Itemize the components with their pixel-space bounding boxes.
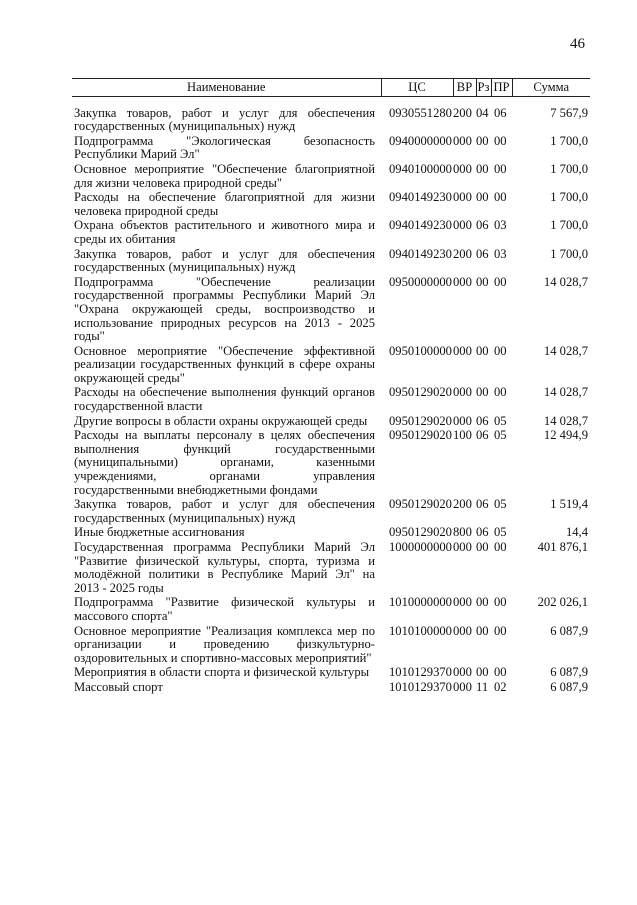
cell-vr: 200 <box>453 246 472 261</box>
cell-cs: 0940100000 <box>389 161 452 176</box>
cell-cs: 0940000000 <box>389 133 452 148</box>
table-row <box>72 498 590 526</box>
cell-rz: 00 <box>476 595 489 610</box>
cell-pr: 00 <box>494 161 507 176</box>
cell-cs: 1010129370 <box>389 679 452 694</box>
cell-rz: 00 <box>476 623 489 638</box>
cell-name: Расходы на выплаты персоналу в целях обеспечения выполнения функций государственными (муниципальными) органами, казенными учреждениями, органами управления государственными внебюджетными фондами <box>74 428 375 497</box>
cell-name: Массовый спорт <box>74 679 163 694</box>
table-row <box>72 415 590 430</box>
cell-name: Подпрограмма "Развитие физической культуры и массового спорта" <box>74 595 375 623</box>
cell-name: Государственная программа Республики Марий Эл "Развитие физической культуры, спорта, туризма и молодёжной политики в Республике Марий Эл" на 2013 - 2025 годы <box>74 540 375 595</box>
cell-vr: 800 <box>453 525 472 540</box>
header-name: Наименование <box>72 79 381 97</box>
cell-pr: 02 <box>494 679 507 694</box>
cell-vr: 000 <box>453 540 472 554</box>
cell-sum: 1 519,4 <box>550 497 588 512</box>
table-row <box>72 191 590 219</box>
cell-rz: 06 <box>476 218 489 233</box>
cell-rz: 00 <box>476 161 489 176</box>
cell-vr: 100 <box>453 428 472 443</box>
cell-sum: 14 028,7 <box>543 385 588 400</box>
cell-rz: 00 <box>476 343 489 358</box>
cell-pr: 00 <box>494 595 507 610</box>
cell-name: Основное мероприятие "Обеспечение благоприятной для жизни человека природной среды" <box>74 161 375 190</box>
cell-vr: 000 <box>453 679 472 694</box>
cell-cs: 0940149230 <box>389 218 452 233</box>
cell-cs: 0950129020 <box>389 428 452 443</box>
cell-rz: 00 <box>476 540 489 554</box>
table-row <box>72 345 590 387</box>
header-rz: Рз <box>476 79 491 97</box>
cell-cs: 0940149230 <box>389 246 452 261</box>
cell-sum: 7 567,9 <box>550 105 588 120</box>
cell-sum: 1 700,0 <box>550 161 588 176</box>
cell-pr: 03 <box>494 246 507 261</box>
cell-vr: 000 <box>453 218 472 233</box>
cell-pr: 00 <box>494 385 507 400</box>
header-vr: ВР <box>453 79 476 97</box>
cell-vr: 000 <box>453 161 472 176</box>
cell-name: Мероприятия в области спорта и физической культуры <box>74 665 370 680</box>
cell-vr: 000 <box>453 413 472 428</box>
cell-pr: 00 <box>494 274 507 289</box>
cell-rz: 00 <box>476 133 489 148</box>
table-row <box>72 107 590 135</box>
page-number: 46 <box>570 36 585 52</box>
cell-rz: 00 <box>476 190 489 205</box>
cell-sum: 12 494,9 <box>543 428 588 443</box>
cell-cs: 0950000000 <box>389 274 452 289</box>
cell-pr: 03 <box>494 218 507 233</box>
cell-cs: 0940149230 <box>389 190 452 205</box>
cell-rz: 00 <box>476 385 489 400</box>
cell-sum: 14 028,7 <box>543 274 588 289</box>
cell-sum: 401 876,1 <box>537 540 588 554</box>
table-row <box>72 248 590 276</box>
cell-cs: 0930551280 <box>389 105 452 120</box>
table-body <box>72 107 590 696</box>
cell-pr: 05 <box>494 525 507 540</box>
cell-sum: 6 087,9 <box>550 679 588 694</box>
cell-vr: 000 <box>453 274 472 289</box>
cell-rz: 11 <box>476 679 489 694</box>
cell-pr: 05 <box>494 497 507 512</box>
cell-vr: 000 <box>453 595 472 610</box>
cell-rz: 06 <box>476 413 489 428</box>
cell-sum: 6 087,9 <box>550 623 588 638</box>
cell-pr: 05 <box>494 413 507 428</box>
table-row <box>72 625 590 667</box>
cell-pr: 00 <box>494 133 507 148</box>
cell-sum: 1 700,0 <box>550 218 588 233</box>
cell-vr: 200 <box>453 497 472 512</box>
cell-vr: 000 <box>453 665 472 680</box>
cell-sum: 14 028,7 <box>543 413 588 428</box>
cell-name: Подпрограмма "Обеспечение реализации государственной программы Республики Марий Эл "Охрана окружающей среды, воспроизводство и использование природных ресурсов на 2013 - 2025 годы" <box>74 274 375 344</box>
table-row <box>72 219 590 247</box>
cell-rz: 04 <box>476 105 489 120</box>
cell-name: Закупка товаров, работ и услуг для обеспечения государственных (муниципальных) нужд <box>74 105 375 134</box>
header-pr: ПР <box>491 79 512 97</box>
table-row <box>72 681 590 696</box>
cell-sum: 6 087,9 <box>550 665 588 680</box>
cell-name: Другие вопросы в области охраны окружающей среды <box>74 413 368 428</box>
cell-sum: 1 700,0 <box>550 246 588 261</box>
cell-cs: 0950129020 <box>389 385 452 400</box>
cell-vr: 000 <box>453 133 472 148</box>
cell-name: Закупка товаров, работ и услуг для обеспечения государственных (муниципальных) нужд <box>74 246 375 275</box>
cell-cs: 0950100000 <box>389 343 452 358</box>
cell-sum: 14 028,7 <box>543 343 588 358</box>
cell-pr: 05 <box>494 428 507 443</box>
table-row <box>72 541 590 596</box>
table-header-row <box>72 79 590 97</box>
cell-name: Подпрограмма "Экологическая безопасность Республики Марий Эл" <box>74 133 375 162</box>
cell-pr: 00 <box>494 343 507 358</box>
table-row <box>72 526 590 541</box>
cell-sum: 1 700,0 <box>550 190 588 205</box>
cell-cs: 1000000000 <box>389 540 452 554</box>
cell-name: Основное мероприятие "Обеспечение эффективной реализации государственных функций в сфере охраны окружающей среды" <box>74 343 375 385</box>
cell-cs: 0950129020 <box>389 497 452 512</box>
cell-sum: 14,4 <box>565 525 588 540</box>
cell-cs: 1010129370 <box>389 665 452 680</box>
table-row <box>72 666 590 681</box>
cell-sum: 202 026,1 <box>537 595 588 610</box>
cell-name: Расходы на обеспечение благоприятной для жизни человека природной среды <box>74 190 375 218</box>
header-cs: ЦС <box>381 79 453 97</box>
cell-name: Расходы на обеспечение выполнения функций органов государственной власти <box>74 385 375 414</box>
table-row <box>72 276 590 345</box>
cell-vr: 000 <box>453 190 472 205</box>
cell-vr: 000 <box>453 343 472 358</box>
cell-name: Иные бюджетные ассигнования <box>74 525 245 540</box>
table-row <box>72 163 590 191</box>
cell-pr: 06 <box>494 105 507 120</box>
table-row <box>72 135 590 163</box>
cell-vr: 200 <box>453 105 472 120</box>
cell-rz: 06 <box>476 246 489 261</box>
cell-cs: 0950129020 <box>389 413 452 428</box>
cell-name: Закупка товаров, работ и услуг для обеспечения государственных (муниципальных) нужд <box>74 497 375 525</box>
cell-rz: 06 <box>476 525 489 540</box>
cell-name: Основное мероприятие "Реализация комплекса мер по организации и проведению физкультурно-оздоровительных и спортивно-массовых мероприятий" <box>74 623 375 665</box>
table-row <box>72 386 590 414</box>
cell-vr: 000 <box>453 385 472 400</box>
cell-cs: 1010100000 <box>389 623 452 638</box>
cell-pr: 00 <box>494 540 507 554</box>
table-row <box>72 596 590 624</box>
cell-pr: 00 <box>494 623 507 638</box>
cell-rz: 00 <box>476 665 489 680</box>
cell-cs: 0950129020 <box>389 525 452 540</box>
cell-vr: 000 <box>453 623 472 638</box>
cell-name: Охрана объектов растительного и животного мира и среды их обитания <box>74 218 375 246</box>
cell-pr: 00 <box>494 665 507 680</box>
cell-pr: 00 <box>494 190 507 205</box>
cell-rz: 06 <box>476 497 489 512</box>
table-row <box>72 429 590 498</box>
cell-rz: 06 <box>476 428 489 443</box>
cell-cs: 1010000000 <box>389 595 452 610</box>
budget-table <box>72 78 590 696</box>
cell-sum: 1 700,0 <box>550 133 588 148</box>
header-sum: Сумма <box>512 79 590 97</box>
cell-rz: 00 <box>476 274 489 289</box>
